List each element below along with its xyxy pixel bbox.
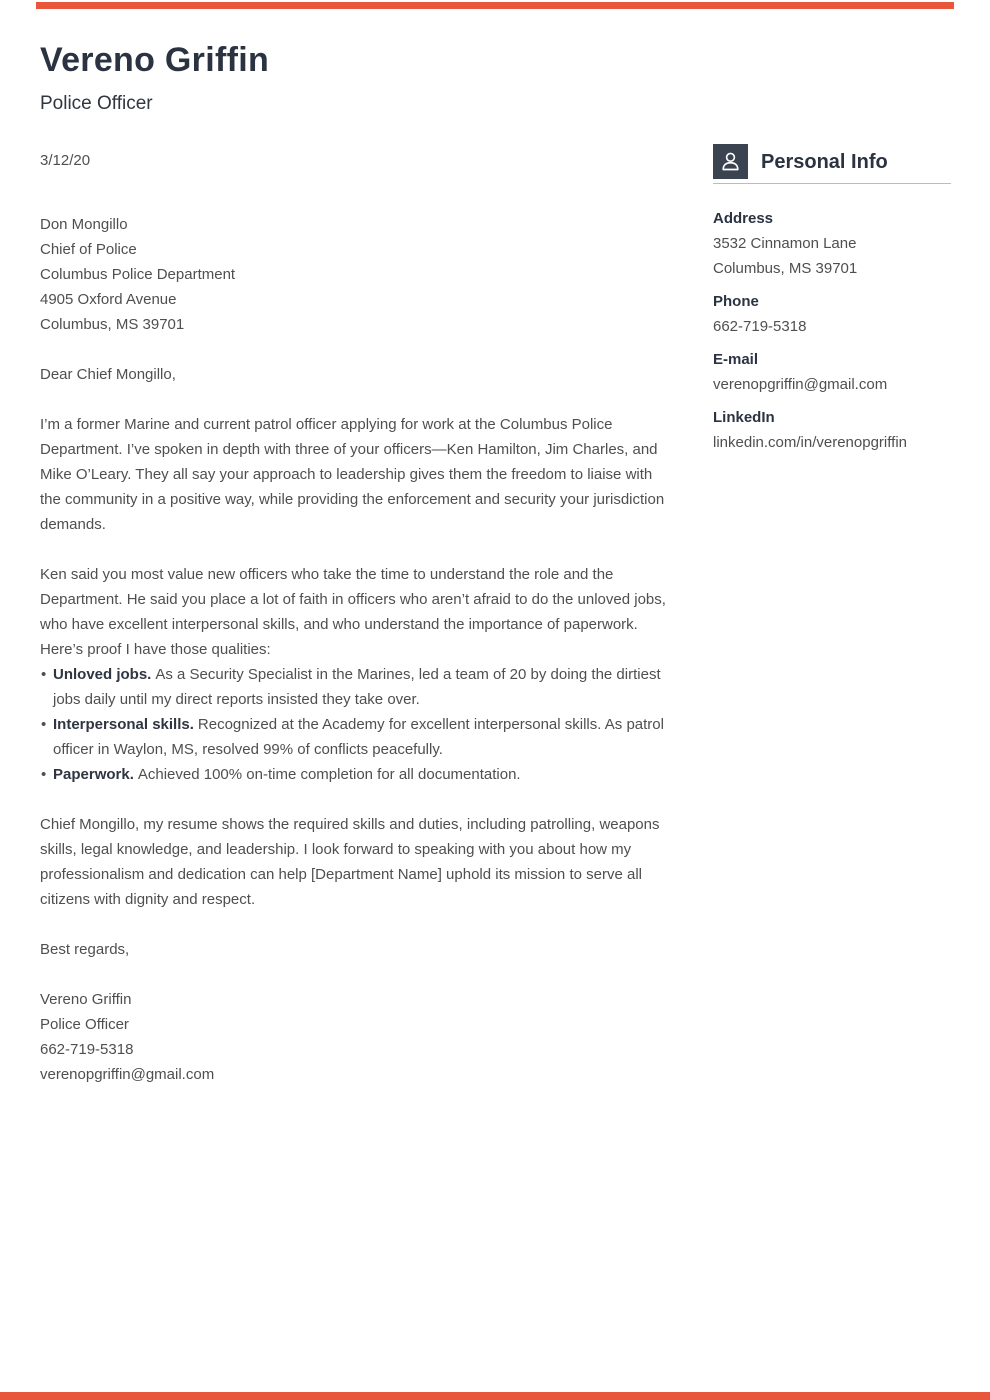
sidebar-title: Personal Info	[761, 150, 888, 173]
paragraph-closing: Chief Mongillo, my resume shows the required skills and duties, including patrolling, weapons skills, legal knowledge, and leadership. I look forward to speaking with you about how my professionalism and dedication can help [Department Name] uphold its mission to serve all citizens with dignity and respect.	[40, 816, 660, 908]
signature-block	[40, 987, 672, 1087]
sidebar-section-phone	[713, 289, 951, 339]
phone-value: 662-719-5318	[713, 318, 807, 335]
letter-date: 3/12/20	[40, 152, 91, 169]
paragraph-intro: I’m a former Marine and current patrol officer applying for work at the Columbus Police Department. I’ve spoken in depth with three of your officers—Ken Hamilton, Jim Charles, and Mike O’Leary. They all say your approach to leadership gives them the freedom to liaise with the community in a positive way, while providing the enforcement and security your jurisdiction demands.	[40, 416, 665, 533]
list-item	[40, 762, 672, 787]
bullet-lead: Unloved jobs.	[53, 666, 152, 683]
signature-title: Police Officer	[40, 1016, 129, 1033]
applicant-job-title: Police Officer	[40, 93, 153, 114]
list-item	[40, 662, 672, 712]
signature-phone: 662-719-5318	[40, 1041, 134, 1058]
sidebar-section-linkedin	[713, 405, 951, 455]
sidebar-section-email	[713, 347, 951, 397]
recipient-organization: Columbus Police Department	[40, 266, 236, 283]
signature-email: verenopgriffin@gmail.com	[40, 1066, 215, 1083]
personal-info-sidebar	[713, 144, 951, 455]
sidebar-divider	[713, 183, 951, 184]
recipient-street: 4905 Oxford Avenue	[40, 291, 177, 308]
person-icon	[713, 144, 748, 179]
address-line: 3532 Cinnamon Lane	[713, 235, 857, 252]
sidebar-section-address	[713, 206, 951, 281]
linkedin-value: linkedin.com/in/verenopgriffin	[713, 434, 907, 451]
signature-name: Vereno Griffin	[40, 991, 132, 1008]
recipient-title: Chief of Police	[40, 241, 137, 258]
list-item	[40, 712, 672, 762]
letter-body	[40, 41, 672, 1087]
bullet-text: Achieved 100% on-time completion for all documentation.	[137, 766, 521, 783]
bullet-text: As a Security Specialist in the Marines, led a team of 20 by doing the dirtiest jobs daily until my direct reports insisted they take over.	[53, 666, 661, 708]
signoff: Best regards,	[40, 941, 130, 958]
bottom-accent-bar	[0, 1392, 990, 1400]
sidebar-header	[713, 144, 951, 179]
email-value: verenopgriffin@gmail.com	[713, 376, 888, 393]
bullet-lead: Interpersonal skills.	[53, 716, 194, 733]
email-label: E-mail	[713, 351, 759, 368]
applicant-name: Vereno Griffin	[40, 41, 270, 79]
bullet-lead: Paperwork.	[53, 766, 134, 783]
qualities-list	[40, 662, 672, 787]
bullet-text: Recognized at the Academy for excellent interpersonal skills. As patrol officer in Waylon, MS, resolved 99% of conflicts peacefully.	[53, 716, 664, 758]
phone-label: Phone	[713, 293, 759, 310]
recipient-block	[40, 212, 672, 337]
recipient-city: Columbus, MS 39701	[40, 316, 185, 333]
top-accent-bar	[36, 2, 954, 9]
recipient-name: Don Mongillo	[40, 216, 128, 233]
address-line: Columbus, MS 39701	[713, 260, 858, 277]
address-label: Address	[713, 210, 774, 227]
linkedin-label: LinkedIn	[713, 409, 775, 426]
salutation: Dear Chief Mongillo,	[40, 366, 176, 383]
paragraph-qualities: Ken said you most value new officers who take the time to understand the role and the Department. He said you place a lot of faith in officers who aren’t afraid to do the unloved jobs, who have excellent interpersonal skills, and who understand the importance of paperwork. Here’s proof I have those qualities:	[40, 566, 666, 658]
